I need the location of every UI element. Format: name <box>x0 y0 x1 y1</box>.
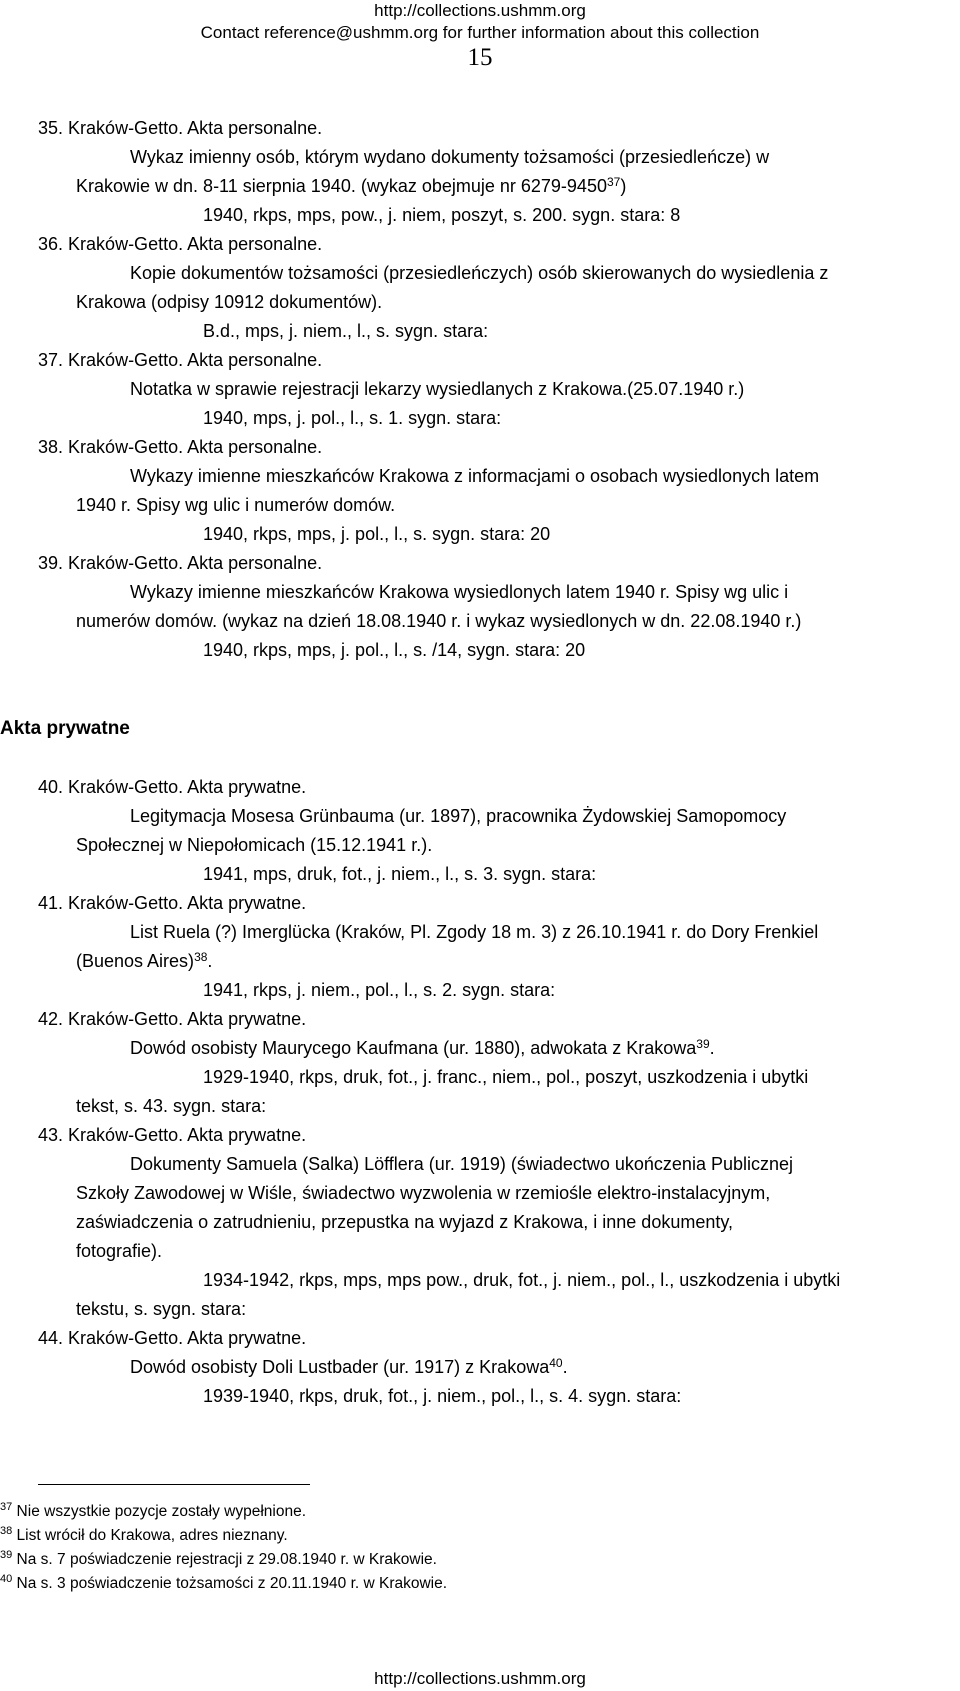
entry-41-physical: 1941, rkps, j. niem., pol., l., s. 2. sygn. stara: <box>203 980 556 1000</box>
entry-number: 40. <box>38 777 64 797</box>
footnote-divider <box>38 1484 310 1485</box>
entry-38-physical: 1940, rkps, mps, j. pol., l., s. sygn. stara: 20 <box>203 524 551 544</box>
entry-44-physical: 1939-1940, rkps, druk, fot., j. niem., pol., l., s. 4. sygn. stara: <box>203 1386 682 1406</box>
entry-number: 37. <box>38 350 64 370</box>
entry-number: 36. <box>38 234 64 254</box>
entry-37-heading <box>38 349 322 371</box>
entry-43-desc-cont: Szkoły Zawodowej w Wiśle, świadectwo wyzwolenia w rzemiośle elektro-instalacyjnym, <box>76 1183 771 1203</box>
header-contact: Contact reference@ushmm.org for further information about this collection <box>200 23 760 42</box>
page-number: 15 <box>467 44 493 71</box>
entry-36-heading <box>38 233 322 255</box>
entry-35-desc-cont: Krakowie w dn. 8-11 sierpnia 1940. (wykaz obejmuje nr 6279-9450$^{37}$) <box>76 175 627 196</box>
section-heading: Akta prywatne <box>0 718 130 739</box>
entry-number: 39. <box>38 553 64 573</box>
entry-title: Kraków-Getto. Akta prywatne. <box>68 893 307 913</box>
entry-43-desc-cont: zaświadczenia o zatrudnieniu, przepustka na wyjazd z Krakowa, i inne dokumenty, <box>76 1212 734 1232</box>
entry-43-desc: Dokumenty Samuela (Salka) Löfflera (ur. 1919) (świadectwo ukończenia Publicznej <box>130 1154 794 1174</box>
footnote-ref-38[interactable]: 38 <box>194 950 208 964</box>
footnote-ref-40[interactable]: 40 <box>549 1356 563 1370</box>
entry-37-desc: Notatka w sprawie rejestracji lekarzy wysiedlanych z Krakowa.(25.07.1940 r.) <box>130 379 745 399</box>
entry-37-physical: 1940, mps, j. pol., l., s. 1. sygn. stara: <box>203 408 502 428</box>
header-url[interactable]: http://collections.ushmm.org <box>374 1 586 20</box>
entry-number: 41. <box>38 893 64 913</box>
entry-43-physical-cont: tekstu, s. sygn. stara: <box>76 1299 247 1319</box>
entry-43-heading <box>38 1124 306 1146</box>
entry-title: Kraków-Getto. Akta prywatne. <box>68 1125 307 1145</box>
footnote-ref-37[interactable]: 37 <box>606 175 621 189</box>
entry-38-desc-cont: 1940 r. Spisy wg ulic i numerów domów. <box>76 495 396 515</box>
entry-title: Kraków-Getto. Akta prywatne. <box>68 1328 307 1348</box>
entry-number: 43. <box>38 1125 64 1145</box>
entry-38-heading <box>38 436 322 458</box>
entry-42-desc: Dowód osobisty Maurycego Kaufmana (ur. 1880), adwokata z Krakowa$^{39}$. <box>130 1037 715 1058</box>
entry-40-desc: Legitymacja Mosesa Grünbauma (ur. 1897), pracownika Żydowskiej Samopomocy <box>130 806 787 826</box>
entry-42-physical: 1929-1940, rkps, druk, fot., j. franc., niem., pol., poszyt, uszkodzenia i ubytki <box>203 1067 809 1087</box>
entry-40-desc-cont: Społecznej w Niepołomicach (15.12.1941 r.). <box>76 835 433 855</box>
entry-40-heading <box>38 776 306 798</box>
entry-44-desc: Dowód osobisty Doli Lustbader (ur. 1917) z Krakowa$^{40}$. <box>130 1356 568 1377</box>
entry-39-desc-cont: numerów domów. (wykaz na dzień 18.08.1940 r. i wykaz wysiedlonych w dn. 22.08.1940 r.) <box>76 611 802 631</box>
entry-39-heading <box>38 552 322 574</box>
entry-title: Kraków-Getto. Akta personalne. <box>68 118 323 138</box>
entry-41-heading <box>38 892 306 914</box>
entry-number: 38. <box>38 437 64 457</box>
entry-35-desc: Wykaz imienny osób, którym wydano dokumenty tożsamości (przesiedleńcze) w <box>130 147 770 167</box>
entry-title: Kraków-Getto. Akta personalne. <box>68 437 323 457</box>
entry-number: 35. <box>38 118 64 138</box>
entry-39-physical: 1940, rkps, mps, j. pol., l., s. /14, sygn. stara: 20 <box>203 640 586 660</box>
entry-38-desc: Wykazy imienne mieszkańców Krakowa z informacjami o osobach wysiedlonych latem <box>130 466 820 486</box>
entry-35-heading <box>38 117 322 139</box>
entry-42-heading <box>38 1008 306 1030</box>
entry-42-physical-cont: tekst, s. 43. sygn. stara: <box>76 1096 267 1116</box>
footnote-40: $^{40}$ Na s. 3 poświadczenie tożsamości z 20.11.1940 r. w Krakowie. <box>0 1573 448 1592</box>
entry-number: 44. <box>38 1328 64 1348</box>
entry-36-desc: Kopie dokumentów tożsamości (przesiedleńczych) osób skierowanych do wysiedlenia z <box>130 263 829 283</box>
entry-44-heading <box>38 1327 306 1349</box>
footnote-ref-39[interactable]: 39 <box>696 1037 710 1051</box>
entry-title: Kraków-Getto. Akta personalne. <box>68 553 323 573</box>
entry-title: Kraków-Getto. Akta prywatne. <box>68 1009 307 1029</box>
footnote-38: $^{38}$ List wrócił do Krakowa, adres nieznany. <box>0 1525 288 1544</box>
footer-url[interactable]: http://collections.ushmm.org <box>374 1669 586 1688</box>
entry-41-desc-cont: (Buenos Aires)$^{38}$. <box>76 950 213 971</box>
entry-41-desc: List Ruela (?) Imerglücka (Kraków, Pl. Zgody 18 m. 3) z 26.10.1941 r. do Dory Frenkiel <box>130 922 819 942</box>
entry-43-desc-cont: fotografie). <box>76 1241 163 1261</box>
entry-36-physical: B.d., mps, j. niem., l., s. sygn. stara: <box>203 321 489 341</box>
entry-title: Kraków-Getto. Akta prywatne. <box>68 777 307 797</box>
entry-title: Kraków-Getto. Akta personalne. <box>68 350 323 370</box>
entry-39-desc: Wykazy imienne mieszkańców Krakowa wysiedlonych latem 1940 r. Spisy wg ulic i <box>130 582 789 602</box>
footnote-39: $^{39}$ Na s. 7 poświadczenie rejestracji z 29.08.1940 r. w Krakowie. <box>0 1549 437 1568</box>
entry-title: Kraków-Getto. Akta personalne. <box>68 234 323 254</box>
entry-36-desc-cont: Krakowa (odpisy 10912 dokumentów). <box>76 292 383 312</box>
footnote-37: $^{37}$ Nie wszystkie pozycje zostały wypełnione. <box>0 1501 307 1520</box>
entry-35-physical: 1940, rkps, mps, pow., j. niem, poszyt, s. 200. sygn. stara: 8 <box>203 205 681 225</box>
entry-number: 42. <box>38 1009 64 1029</box>
entry-40-physical: 1941, mps, druk, fot., j. niem., l., s. 3. sygn. stara: <box>203 864 597 884</box>
entry-43-physical: 1934-1942, rkps, mps, mps pow., druk, fot., j. niem., pol., l., uszkodzenia i ubytki <box>203 1270 841 1290</box>
